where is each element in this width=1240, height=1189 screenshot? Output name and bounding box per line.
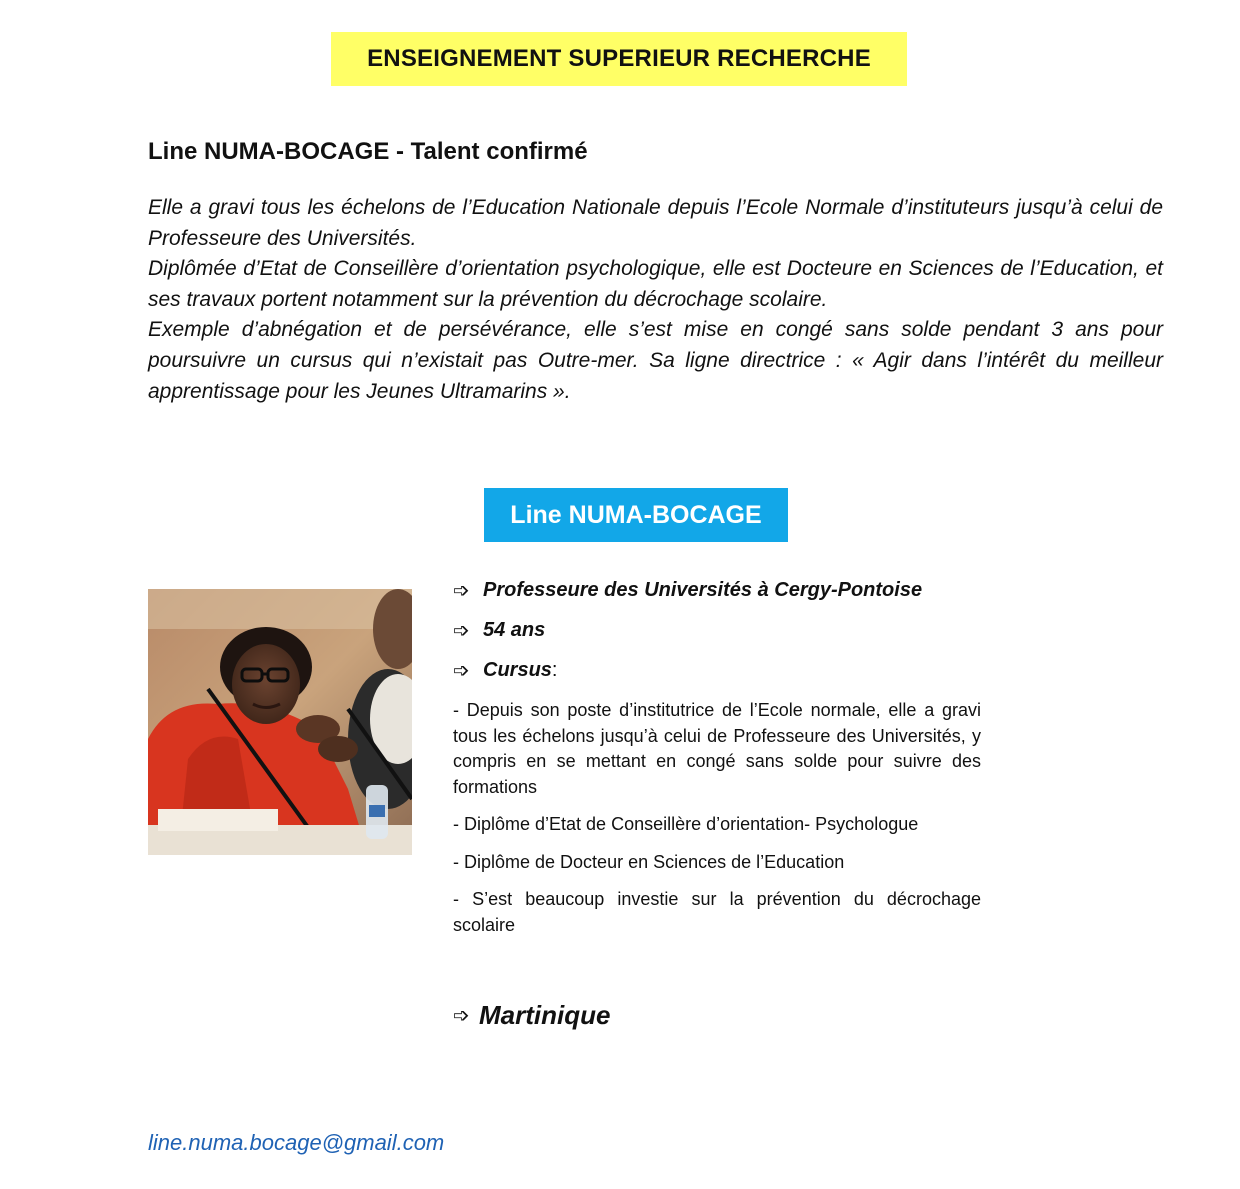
portrait-photo bbox=[148, 589, 412, 855]
bullet-item bbox=[453, 655, 981, 685]
bullet-item bbox=[453, 575, 981, 605]
section-banner bbox=[331, 32, 907, 86]
name-banner bbox=[484, 488, 788, 542]
cursus-item: - Diplôme de Docteur en Sciences de l’Education bbox=[453, 851, 845, 872]
intro-paragraph: Elle a gravi tous les échelons de l’Education Nationale depuis l’Ecole Normale d’instituteurs jusqu’à celui de Professeure des Universités. bbox=[148, 196, 1163, 250]
hollow-arrow-icon: ➩ bbox=[453, 619, 470, 642]
cursus-item: - Diplôme d’Etat de Conseillère d’orientation- Psychologue bbox=[453, 814, 919, 834]
email-link[interactable]: line.numa.bocage@gmail.com bbox=[148, 1130, 445, 1155]
age-text: 54 ans bbox=[483, 618, 546, 641]
profile-bullets bbox=[453, 575, 981, 695]
location bbox=[453, 997, 610, 1033]
intro-paragraph: Diplômée d’Etat de Conseillère d’orientation psychologique, elle est Docteure en Sciences de l’Education, et ses travaux portent notamment sur la prévention du décrochage scolaire. bbox=[148, 257, 1163, 311]
position-text: Professeure des Universités à Cergy-Pontoise bbox=[483, 578, 923, 601]
hollow-arrow-icon: ➩ bbox=[453, 659, 470, 682]
hollow-arrow-icon: ➩ bbox=[453, 1004, 470, 1027]
location-text: Martinique bbox=[479, 999, 611, 1030]
cursus-colon: : bbox=[551, 658, 558, 681]
intro-paragraph: Exemple d’abnégation et de persévérance, elle s’est mise en congé sans solde pendant 3 ans pour poursuivre un cursus qui n’existait pas Outre-mer. Sa ligne directrice : « Agir dans l’intérêt du meilleur apprentissage pour les Jeunes Ultramarins ». bbox=[148, 318, 1163, 403]
cursus-item: - S’est beaucoup investie sur la prévention du décrochage scolaire bbox=[453, 889, 981, 935]
cursus-list bbox=[453, 698, 981, 950]
cursus-item: - Depuis son poste d’institutrice de l’Ecole normale, elle a gravi tous les échelons jusqu’à celui de Professeure des Universités, y compris en se mettant en congé sans solde pour suivre des formations bbox=[453, 700, 981, 797]
cursus-label: Cursus bbox=[483, 658, 552, 681]
intro-text bbox=[148, 193, 1163, 407]
name-banner-text: Line NUMA-BOCAGE bbox=[510, 500, 762, 529]
hollow-arrow-icon: ➩ bbox=[453, 579, 470, 602]
section-banner-text: ENSEIGNEMENT SUPERIEUR RECHERCHE bbox=[367, 45, 871, 72]
profile-heading: Line NUMA-BOCAGE - Talent confirmé bbox=[148, 138, 588, 165]
bullet-item bbox=[453, 615, 981, 645]
